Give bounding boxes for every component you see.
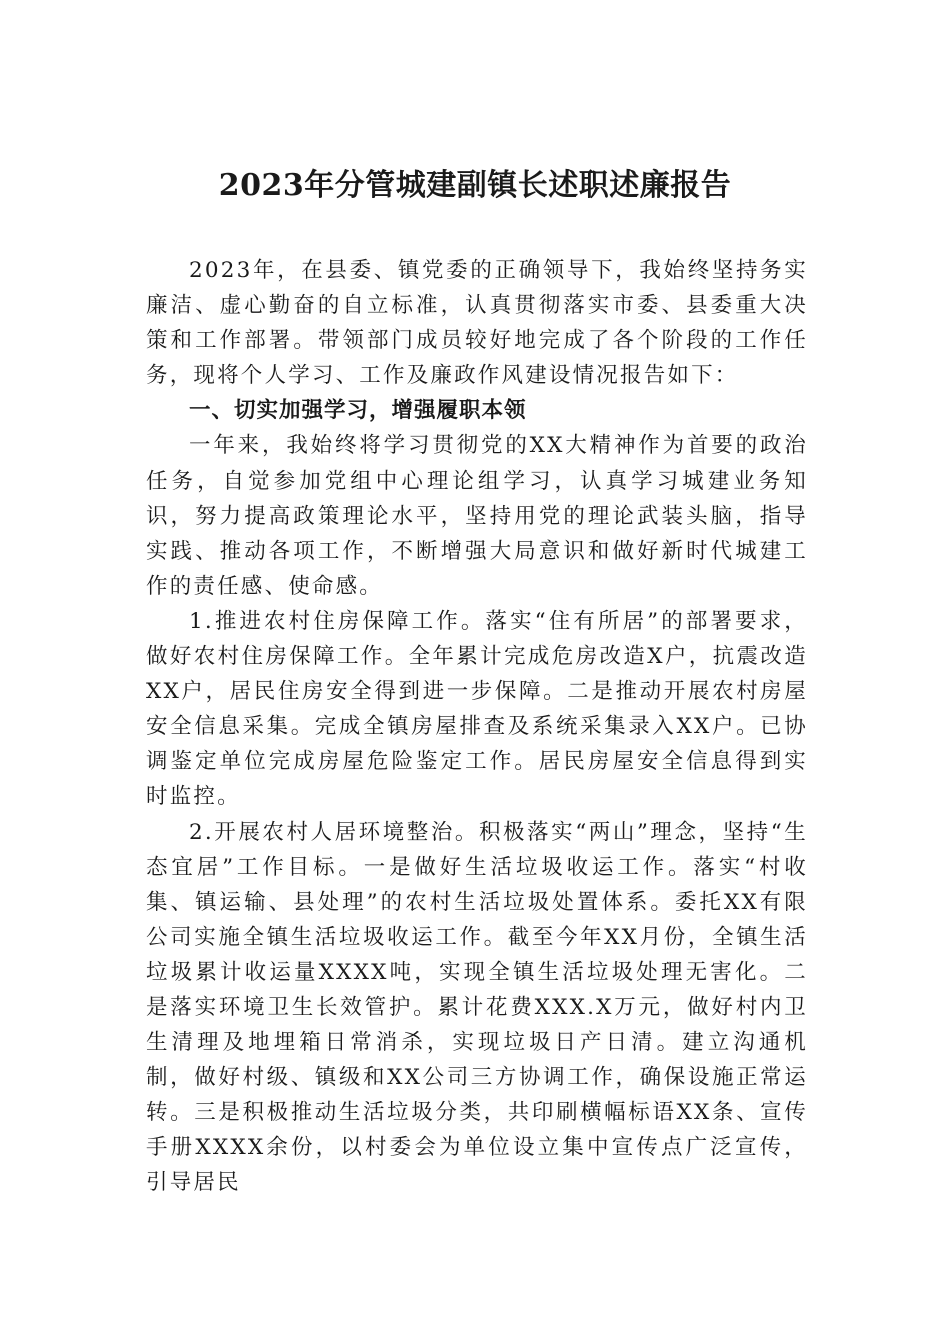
document-body	[146, 253, 808, 1201]
document-title: 2023年分管城建副镇长述职述廉报告	[218, 168, 732, 203]
section-heading-1: 一、切实加强学习，增强履职本领	[189, 398, 527, 424]
paragraph-intro: 2023年，在县委、镇党委的正确领导下，我始终坚持务实廉洁、虚心勤奋的自立标准，认真贯彻落实市委、县委重大决策和工作部署。带领部门成员较好地完成了各个阶段的工作任务，现将个人学习、工作及廉政作风建设情况报告如下：	[146, 258, 808, 389]
paragraph-3: 2.开展农村人居环境整治。积极落实“两山”理念，坚持“生态宜居”工作目标。一是做好生活垃圾收运工作。落实“村收集、镇运输、县处理”的农村生活垃圾处置体系。委托XX有限公司实施全镇生活垃圾收运工作。截至今年XX月份，全镇生活垃圾累计收运量XXXX吨，实现全镇生活垃圾处理无害化。二是落实环境卫生长效管护。累计花费XXX.X万元，做好村内卫生清理及地埋箱日常消杀，实现垃圾日产日清。建立沟通机制，做好村级、镇级和XX公司三方协调工作，确保设施正常运转。三是积极推动生活垃圾分类，共印刷横幅标语XX条、宣传手册XXXX余份，以村委会为单位设立集中宣传点广泛宣传，引导居民	[146, 819, 808, 1196]
paragraph-2: 1.推进农村住房保障工作。落实“住有所居”的部署要求，做好农村住房保障工作。全年累计完成危房改造X户，抗震改造XX户，居民住房安全得到进一步保障。二是推动开展农村房屋安全信息采集。完成全镇房屋排查及系统采集录入XX户。已协调鉴定单位完成房屋危险鉴定工作。居民房屋安全信息得到实时监控。	[146, 608, 808, 810]
paragraph-1: 一年来，我始终将学习贯彻党的XX大精神作为首要的政治任务，自觉参加党组中心理论组学习，认真学习城建业务知识，努力提高政策理论水平，坚持用党的理论武装头脑，指导实践、推动各项工作，不断增强大局意识和做好新时代城建工作的责任感、使命感。	[146, 433, 808, 599]
